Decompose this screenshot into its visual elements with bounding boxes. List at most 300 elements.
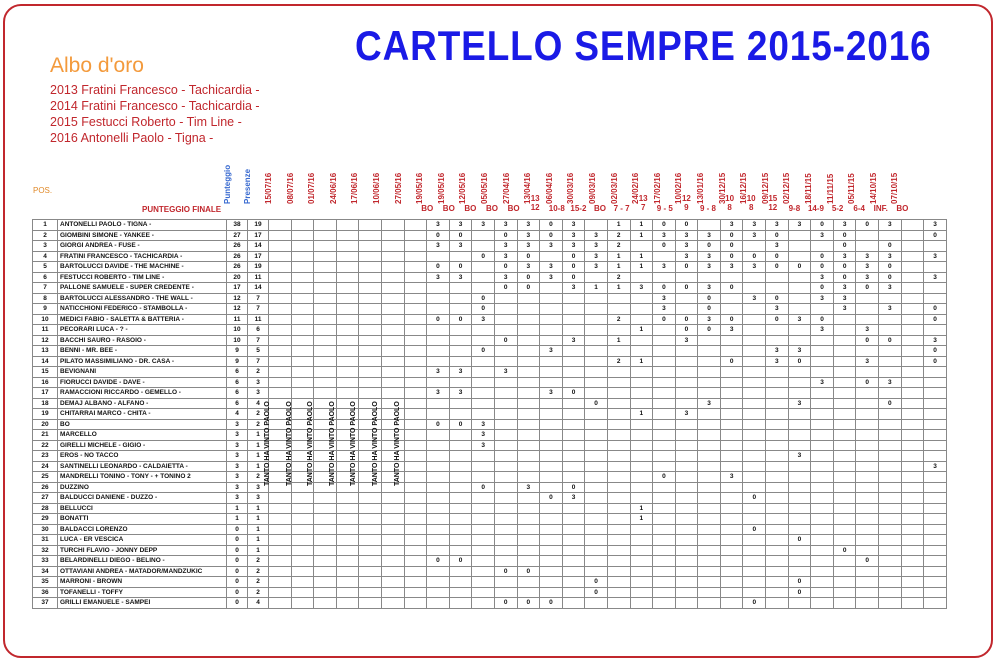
score-cell — [562, 535, 585, 546]
score-cell: 0 — [924, 314, 947, 325]
score-cell — [901, 524, 924, 535]
punteggio-cell: 6 — [227, 388, 248, 399]
score-cell: 0 — [833, 230, 856, 241]
score-cell: 3 — [698, 283, 721, 294]
score-cell — [585, 440, 608, 451]
score-cell — [585, 304, 608, 315]
score-cell — [788, 304, 811, 315]
table-row — [33, 272, 947, 283]
score-cell — [404, 535, 427, 546]
match-code: 15-2 — [570, 204, 587, 213]
score-cell — [675, 367, 698, 378]
date-header-text: 16/12/15 — [739, 172, 749, 204]
score-cell — [562, 598, 585, 609]
date-header — [480, 150, 499, 204]
score-cell — [766, 587, 789, 598]
presenze-cell: 6 — [248, 325, 269, 336]
score-cell — [336, 335, 359, 346]
score-cell — [901, 272, 924, 283]
score-cell: 0 — [449, 230, 472, 241]
albo-entry: 2015 Festucci Roberto - Tim Line - — [50, 115, 242, 129]
position-cell: 36 — [33, 587, 58, 598]
score-cell — [427, 346, 450, 357]
presenze-cell: 14 — [248, 241, 269, 252]
score-cell — [269, 241, 292, 252]
score-cell — [698, 377, 721, 388]
date-header-text: 24/02/16 — [631, 172, 641, 204]
score-cell — [879, 430, 902, 441]
table-row — [33, 472, 947, 483]
score-cell: 0 — [743, 493, 766, 504]
page-title: CARTELLO SEMPRE 2015-2016 — [355, 22, 932, 69]
score-cell: 3 — [879, 220, 902, 231]
presenze-header-text: Presenze — [243, 168, 252, 204]
date-header — [782, 150, 801, 204]
score-cell — [856, 367, 879, 378]
score-cell — [811, 587, 834, 598]
score-cell — [607, 409, 630, 420]
score-cell — [630, 535, 653, 546]
score-cell: 0 — [698, 293, 721, 304]
table-row — [33, 251, 947, 262]
score-cell — [698, 220, 721, 231]
score-cell: 3 — [585, 262, 608, 273]
score-cell — [449, 398, 472, 409]
score-cell — [788, 409, 811, 420]
score-cell: 0 — [879, 272, 902, 283]
score-cell — [766, 493, 789, 504]
score-cell — [698, 335, 721, 346]
punteggio-cell: 9 — [227, 346, 248, 357]
score-cell — [788, 493, 811, 504]
score-cell — [675, 293, 698, 304]
punteggio-cell: 26 — [227, 251, 248, 262]
punteggio-cell: 6 — [227, 398, 248, 409]
score-cell — [291, 251, 314, 262]
score-cell — [766, 451, 789, 462]
presenze-cell: 19 — [248, 220, 269, 231]
score-cell — [449, 493, 472, 504]
score-cell — [720, 304, 743, 315]
score-cell — [675, 346, 698, 357]
score-cell — [653, 367, 676, 378]
score-cell — [314, 524, 337, 535]
score-cell: 1 — [607, 220, 630, 231]
score-cell — [856, 461, 879, 472]
score-cell — [720, 493, 743, 504]
score-cell — [743, 409, 766, 420]
punteggio-cell: 6 — [227, 367, 248, 378]
score-cell — [562, 367, 585, 378]
score-cell — [314, 220, 337, 231]
score-cell — [630, 493, 653, 504]
position-cell: 23 — [33, 451, 58, 462]
score-cell: 0 — [494, 335, 517, 346]
score-cell — [517, 346, 540, 357]
tanto-label — [307, 376, 326, 486]
score-cell — [404, 545, 427, 556]
name-cell: EROS - NO TACCO — [58, 451, 227, 462]
score-cell — [698, 482, 721, 493]
score-cell — [901, 587, 924, 598]
score-cell — [607, 430, 630, 441]
match-code: 6-4 — [853, 204, 865, 213]
score-cell — [517, 314, 540, 325]
score-cell — [607, 346, 630, 357]
date-header — [588, 150, 607, 204]
punteggio-cell: 3 — [227, 461, 248, 472]
match-code: 12 9 — [681, 194, 691, 212]
score-cell — [630, 430, 653, 441]
score-cell — [743, 356, 766, 367]
score-cell — [901, 419, 924, 430]
score-cell — [788, 503, 811, 514]
score-cell — [833, 566, 856, 577]
score-cell — [743, 367, 766, 378]
score-cell — [811, 346, 834, 357]
score-cell — [924, 556, 947, 567]
score-cell — [404, 325, 427, 336]
score-cell — [540, 545, 563, 556]
presenze-cell: 11 — [248, 272, 269, 283]
score-cell: 3 — [517, 230, 540, 241]
score-cell — [788, 293, 811, 304]
score-cell — [653, 535, 676, 546]
score-cell — [291, 272, 314, 283]
score-cell: 0 — [766, 314, 789, 325]
score-cell: 3 — [540, 346, 563, 357]
score-cell — [630, 335, 653, 346]
score-cell — [856, 304, 879, 315]
score-cell — [901, 545, 924, 556]
score-cell: 0 — [811, 251, 834, 262]
date-header-text: 06/04/16 — [544, 172, 554, 204]
score-cell — [449, 293, 472, 304]
score-cell: 0 — [472, 346, 495, 357]
score-cell — [494, 430, 517, 441]
score-cell: 0 — [743, 524, 766, 535]
date-header-text: 12/05/16 — [458, 172, 468, 204]
score-cell — [788, 566, 811, 577]
score-cell: 3 — [494, 251, 517, 262]
score-cell — [788, 461, 811, 472]
score-cell — [901, 566, 924, 577]
score-cell — [449, 524, 472, 535]
score-cell — [269, 545, 292, 556]
score-cell: 3 — [833, 293, 856, 304]
score-cell — [404, 346, 427, 357]
table-row — [33, 314, 947, 325]
score-cell — [901, 398, 924, 409]
score-cell — [381, 293, 404, 304]
score-cell: 0 — [924, 356, 947, 367]
score-cell — [449, 482, 472, 493]
score-cell — [494, 409, 517, 420]
score-cell: 0 — [494, 598, 517, 609]
score-cell: 0 — [427, 230, 450, 241]
score-cell — [472, 556, 495, 567]
punteggio-cell: 0 — [227, 587, 248, 598]
score-cell — [494, 577, 517, 588]
score-cell — [472, 535, 495, 546]
score-cell — [472, 335, 495, 346]
score-cell — [743, 419, 766, 430]
score-cell — [404, 356, 427, 367]
score-cell — [540, 451, 563, 462]
score-cell — [517, 493, 540, 504]
score-cell: 0 — [675, 220, 698, 231]
score-cell — [630, 482, 653, 493]
score-cell — [924, 440, 947, 451]
score-cell: 3 — [427, 220, 450, 231]
score-cell: 0 — [720, 230, 743, 241]
score-cell — [675, 398, 698, 409]
score-cell: 3 — [427, 272, 450, 283]
score-cell — [924, 430, 947, 441]
score-cell — [743, 272, 766, 283]
score-cell — [833, 577, 856, 588]
score-cell — [540, 430, 563, 441]
score-cell — [269, 220, 292, 231]
score-cell — [404, 251, 427, 262]
score-cell — [901, 325, 924, 336]
score-cell — [766, 461, 789, 472]
score-cell — [901, 503, 924, 514]
score-cell — [743, 514, 766, 525]
score-cell — [743, 587, 766, 598]
score-cell: 3 — [856, 356, 879, 367]
score-cell — [562, 545, 585, 556]
score-cell: 0 — [879, 335, 902, 346]
score-cell — [381, 535, 404, 546]
score-cell: 3 — [833, 304, 856, 315]
score-cell — [540, 556, 563, 567]
score-cell: 0 — [562, 251, 585, 262]
score-cell — [856, 545, 879, 556]
score-cell — [381, 503, 404, 514]
score-cell: 0 — [856, 556, 879, 567]
score-cell: 3 — [472, 419, 495, 430]
presenze-cell: 1 — [248, 524, 269, 535]
score-cell — [585, 514, 608, 525]
albo-entry: 2013 Fratini Francesco - Tachicardia - — [50, 83, 260, 97]
presenze-cell: 7 — [248, 293, 269, 304]
position-cell: 4 — [33, 251, 58, 262]
score-cell — [698, 545, 721, 556]
date-header-text: 24/06/16 — [328, 172, 338, 204]
match-code: BO — [486, 204, 498, 213]
score-cell: 3 — [675, 335, 698, 346]
score-cell — [901, 346, 924, 357]
name-cell: OTTAVIANI ANDREA - MATADOR/MANDZUKIC — [58, 566, 227, 577]
score-cell: 1 — [585, 283, 608, 294]
table-row — [33, 388, 947, 399]
score-cell — [494, 556, 517, 567]
score-cell — [901, 377, 924, 388]
score-cell — [833, 493, 856, 504]
score-cell — [788, 367, 811, 378]
score-cell — [743, 545, 766, 556]
position-cell: 15 — [33, 367, 58, 378]
score-cell — [472, 472, 495, 483]
score-cell — [427, 430, 450, 441]
score-cell — [314, 587, 337, 598]
score-cell — [381, 283, 404, 294]
score-cell — [291, 535, 314, 546]
name-cell: BO — [58, 419, 227, 430]
table-row — [33, 482, 947, 493]
score-cell — [427, 451, 450, 462]
score-cell — [336, 587, 359, 598]
score-cell — [833, 367, 856, 378]
score-cell: 3 — [833, 251, 856, 262]
score-cell: 0 — [472, 251, 495, 262]
score-cell — [381, 556, 404, 567]
tanto-label — [285, 376, 305, 486]
score-cell — [743, 566, 766, 577]
score-cell — [562, 430, 585, 441]
score-cell: 3 — [472, 314, 495, 325]
name-cell: BARTOLUCCI ALESSANDRO - THE WALL - — [58, 293, 227, 304]
position-cell: 34 — [33, 566, 58, 577]
score-cell — [427, 514, 450, 525]
score-cell — [517, 545, 540, 556]
score-cell — [788, 514, 811, 525]
score-cell — [811, 482, 834, 493]
score-cell — [856, 388, 879, 399]
score-cell — [924, 451, 947, 462]
score-cell — [675, 587, 698, 598]
score-cell: 0 — [653, 283, 676, 294]
date-header — [868, 150, 888, 204]
score-cell — [811, 451, 834, 462]
score-cell — [743, 482, 766, 493]
score-cell — [856, 398, 879, 409]
table-row — [33, 566, 947, 577]
score-cell — [788, 241, 811, 252]
score-cell — [811, 398, 834, 409]
score-cell: 1 — [607, 283, 630, 294]
table-row — [33, 230, 947, 241]
name-cell: GIOMBINI SIMONE - YANKEE - — [58, 230, 227, 241]
score-cell — [901, 409, 924, 420]
punteggio-finale-label: PUNTEGGIO FINALE — [142, 205, 222, 214]
score-cell — [585, 314, 608, 325]
punteggio-cell: 4 — [227, 409, 248, 420]
score-cell — [675, 577, 698, 588]
name-cell: GRILLI EMANUELE - SAMPEI — [58, 598, 227, 609]
score-cell — [562, 304, 585, 315]
score-cell: 3 — [585, 241, 608, 252]
date-header — [458, 150, 477, 204]
score-cell — [630, 293, 653, 304]
score-cell: 0 — [427, 419, 450, 430]
score-cell — [879, 356, 902, 367]
score-cell: 3 — [811, 293, 834, 304]
match-code: 13 7 — [638, 194, 648, 212]
punteggio-cell: 3 — [227, 440, 248, 451]
score-cell — [540, 283, 563, 294]
position-cell: 18 — [33, 398, 58, 409]
score-cell — [269, 577, 292, 588]
score-cell — [404, 335, 427, 346]
table-row — [33, 220, 947, 231]
score-cell — [291, 220, 314, 231]
score-cell — [924, 503, 947, 514]
score-cell — [494, 472, 517, 483]
score-cell — [720, 398, 743, 409]
score-cell — [585, 451, 608, 462]
score-cell — [269, 587, 292, 598]
score-cell — [856, 577, 879, 588]
punteggio-cell: 0 — [227, 598, 248, 609]
score-cell — [472, 367, 495, 378]
score-cell — [585, 367, 608, 378]
score-cell — [856, 472, 879, 483]
score-cell: 1 — [630, 220, 653, 231]
score-cell — [562, 419, 585, 430]
presenze-cell: 17 — [248, 251, 269, 262]
score-cell: 3 — [811, 272, 834, 283]
score-cell — [856, 524, 879, 535]
score-cell — [517, 556, 540, 567]
score-cell: 0 — [720, 241, 743, 252]
score-cell — [811, 461, 834, 472]
score-cell: 1 — [607, 262, 630, 273]
score-cell — [269, 535, 292, 546]
score-cell — [879, 419, 902, 430]
score-cell: 3 — [698, 262, 721, 273]
score-cell — [540, 472, 563, 483]
score-cell — [766, 503, 789, 514]
score-cell — [924, 325, 947, 336]
score-cell — [585, 566, 608, 577]
score-cell — [517, 451, 540, 462]
score-cell — [766, 398, 789, 409]
score-cell — [427, 566, 450, 577]
date-header-text: 13/04/16 — [523, 172, 533, 204]
match-code: BO — [594, 204, 606, 213]
score-cell — [494, 346, 517, 357]
punteggio-cell: 12 — [227, 304, 248, 315]
score-cell: 0 — [517, 251, 540, 262]
score-cell — [449, 440, 472, 451]
score-cell: 3 — [924, 461, 947, 472]
score-cell — [427, 587, 450, 598]
score-cell — [879, 566, 902, 577]
score-cell — [494, 388, 517, 399]
score-cell — [788, 472, 811, 483]
score-cell — [833, 598, 856, 609]
score-cell — [720, 346, 743, 357]
score-cell — [494, 314, 517, 325]
score-cell — [336, 524, 359, 535]
score-cell: 3 — [856, 251, 879, 262]
score-cell — [269, 325, 292, 336]
score-cell — [494, 325, 517, 336]
score-cell — [720, 514, 743, 525]
score-cell — [336, 356, 359, 367]
score-cell — [359, 535, 382, 546]
score-cell — [607, 451, 630, 462]
score-cell — [314, 535, 337, 546]
name-cell: NATICCHIONI FEDERICO - STAMBOLLA - — [58, 304, 227, 315]
score-cell: 3 — [653, 230, 676, 241]
score-cell — [698, 472, 721, 483]
score-cell — [472, 283, 495, 294]
score-cell — [404, 314, 427, 325]
presenze-cell: 2 — [248, 566, 269, 577]
